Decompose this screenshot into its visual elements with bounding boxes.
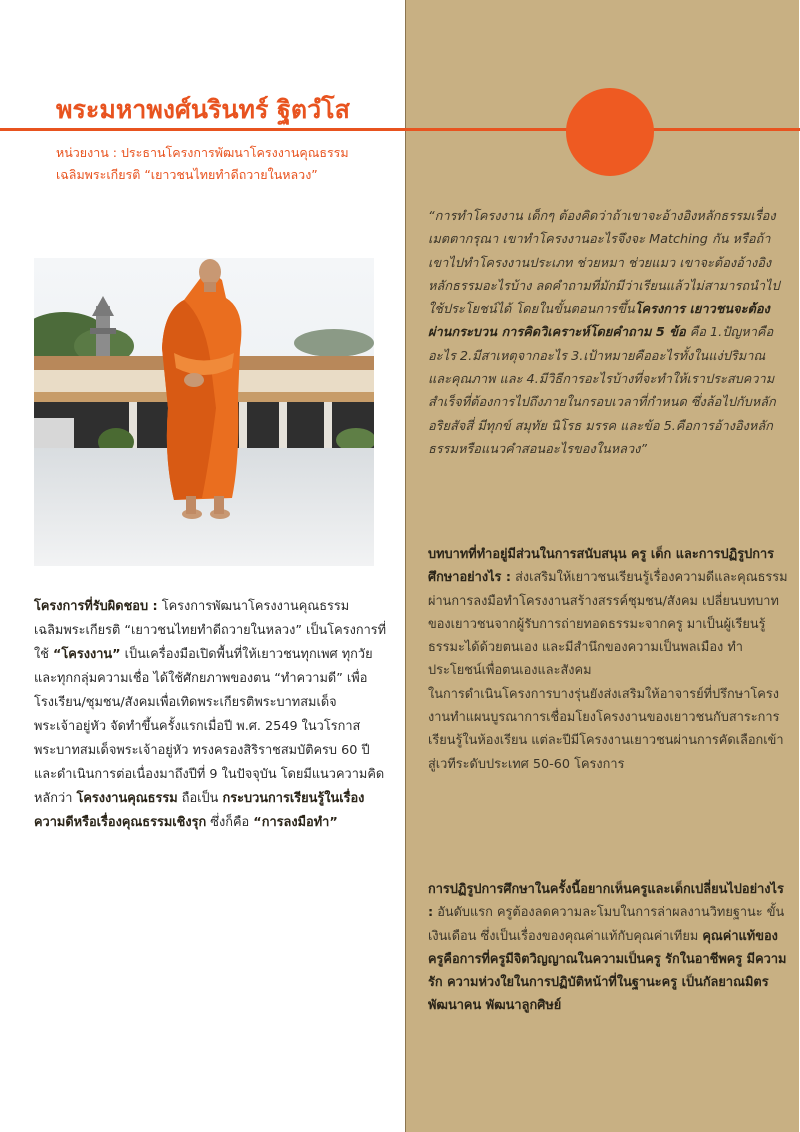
reform-paragraph: การปฏิรูปการศึกษาในครั้งนี้อยากเห็นครูและเด็กเปลี่ยนไปอย่างไร : อันดับแรก ครูต้องลดความละโมบในการล่าผลงานวิทยฐานะ ขั้นเงินเดือน ซึ่งเป็นเรื่องของคุณค่าแท้กับคุณค่าเทียม คุณค่าแท้ของครูคือการที่ครูมีจิตวิญญาณในความเป็นครู รักในอาชีพครู มีความรัก ความห่วงใยในการปฏิบัติหน้าที่ในฐานะครู เป็นกัลยาณมิตร พัฒนาคน พัฒนาลูกศิษย์ xyxy=(428,882,787,1014)
unit-line-1: หน่วยงาน : ประธานโครงการพัฒนาโครงงานคุณธรรม xyxy=(56,145,349,160)
role-paragraph-2: ในการดำเนินโครงการบางรุ่นยังส่งเสริมให้อาจารย์ที่ปรึกษาโครงงานทำแผนบูรณาการเชื่อมโยงโครงงานของเยาวชนกับสาระการเรียนรู้ในห้องเรียน แต่ละปีมีโครงงานเยาวชนผ่านการคัดเลือกเข้าสู่เวทีระดับประเทศ 50-60 โครงการ xyxy=(428,686,784,772)
responsibility-label: โครงการที่รับผิดชอบ : xyxy=(34,599,158,614)
quote-block: “การทำโครงงาน เด็กๆ ต้องคิดว่าถ้าเขาจะอ้างอิงหลักธรรมเรื่องเมตตากรุณา เขาทำโครงงานอะไรจึงจะ Matching กัน หรือถ้าเขาไปทำโครงงานประเภท ช่วยหมา ช่วยแมว เขาจะต้องอ้างอิงหลักธรรมอะไรบ้าง ลดคำถามที่มักมีว่าเรียนแล้วไม่สามารถนำไปใช้ประโยชน์ได้ โดยในขั้นตอนการขึ้นโครงการ เยาวชนจะต้องผ่านกระบวน การคิดวิเคราะห์โดยคำถาม 5 ข้อ คือ 1.ปัญหาคืออะไร 2.มีสาเหตุจากอะไร 3.เป้าหมายคืออะไรทั้งในแง่ปริมาณ และคุณภาพ และ 4.มีวิธีการอะไรบ้างที่จะทำให้เราประสบความสำเร็จที่ต้องการไปถึงภายในกรอบเวลาที่กำหนด ซึ่งล้อไปกับหลักอริยสัจสี่ มีทุกข์ สมุทัย นิโรธ มรรค และข้อ 5.คือการอ้างอิงหลักธรรมหรือแนวคำสอนอะไรของในหลวง” xyxy=(428,209,780,457)
monk-photo xyxy=(34,258,374,566)
role-paragraph: บทบาทที่ทำอยู่มีส่วนในการสนับสนุน ครู เด็ก และการปฏิรูปการศึกษาอย่างไร : ส่งเสริมให้เยาวชนเรียนรู้เรื่องความดีและคุณธรรมผ่านการลงมือทำโครงงานสร้างสรรค์ชุมชน/สังคม เปลี่ยนบทบาทของเยาวชนจากผู้รับการถ่ายทอดธรรมะจากครู มาเป็นผู้เรียนรู้ธรรมะได้ด้วยตนเอง และมีสำนึกของความเป็นพลเมือง ทำประโยชน์เพื่อตนเองและสังคม xyxy=(428,547,788,679)
unit-line-2: เฉลิมพระเกียรติ “เยาวชนไทยทำดีถวายในหลวง” xyxy=(56,167,318,182)
responsibility-section xyxy=(34,595,394,835)
responsibility-paragraph: โครงการที่รับผิดชอบ : โครงการพัฒนาโครงงานคุณธรรมเฉลิมพระเกียรติ “เยาวชนไทยทำดีถวายในหลวง” เป็นโครงการที่ใช้ “โครงงาน” เป็นเครื่องมือเปิดพื้นที่ให้เยาวชนทุกเพศ ทุกวัย และทุกกลุ่มความเชื่อ ได้ใช้ศักยภาพของตน “ทำความดี” เพื่อโรงเรียน/ชุมชน/สังคมเพื่อเทิดพระเกียรติพระบาทสมเด็จพระเจ้าอยู่หัว จัดทำขึ้นครั้งแรกเมื่อปี พ.ศ. 2549 ในวโรกาสพระบาทสมเด็จพระเจ้าอยู่หัว ทรงครองสิริราชสมบัติครบ 60 ปี และดำเนินการต่อเนื่องมาถึงปีที่ 9 ในปัจจุบัน โดยมีแนวความคิดหลักว่า โครงงานคุณธรรม ถือเป็น กระบวนการเรียนรู้ในเรื่องความดีหรือเรื่องคุณธรรมเชิงรุก ซึ่งก็คือ “การลงมือทำ” xyxy=(34,599,387,830)
reform-section xyxy=(428,878,788,1018)
unit-block xyxy=(56,142,349,186)
quote-highlight: โครงการ เยาวชนจะต้องผ่านกระบวน การคิดวิเคราะห์โดยคำถาม 5 ข้อ xyxy=(428,302,770,341)
reform-label: การปฏิรูปการศึกษาในครั้งนี้อยากเห็นครูและเด็กเปลี่ยนไปอย่างไร : xyxy=(428,882,784,921)
role-label: บทบาทที่ทำอยู่มีส่วนในการสนับสนุน ครู เด็ก และการปฏิรูปการศึกษาอย่างไร : xyxy=(428,547,775,586)
person-name: พระมหาพงศ์นรินทร์ ฐิตวํโส xyxy=(56,95,350,124)
role-section xyxy=(428,543,788,776)
orange-circle xyxy=(566,88,654,176)
monk-photo-illustration xyxy=(34,258,374,566)
